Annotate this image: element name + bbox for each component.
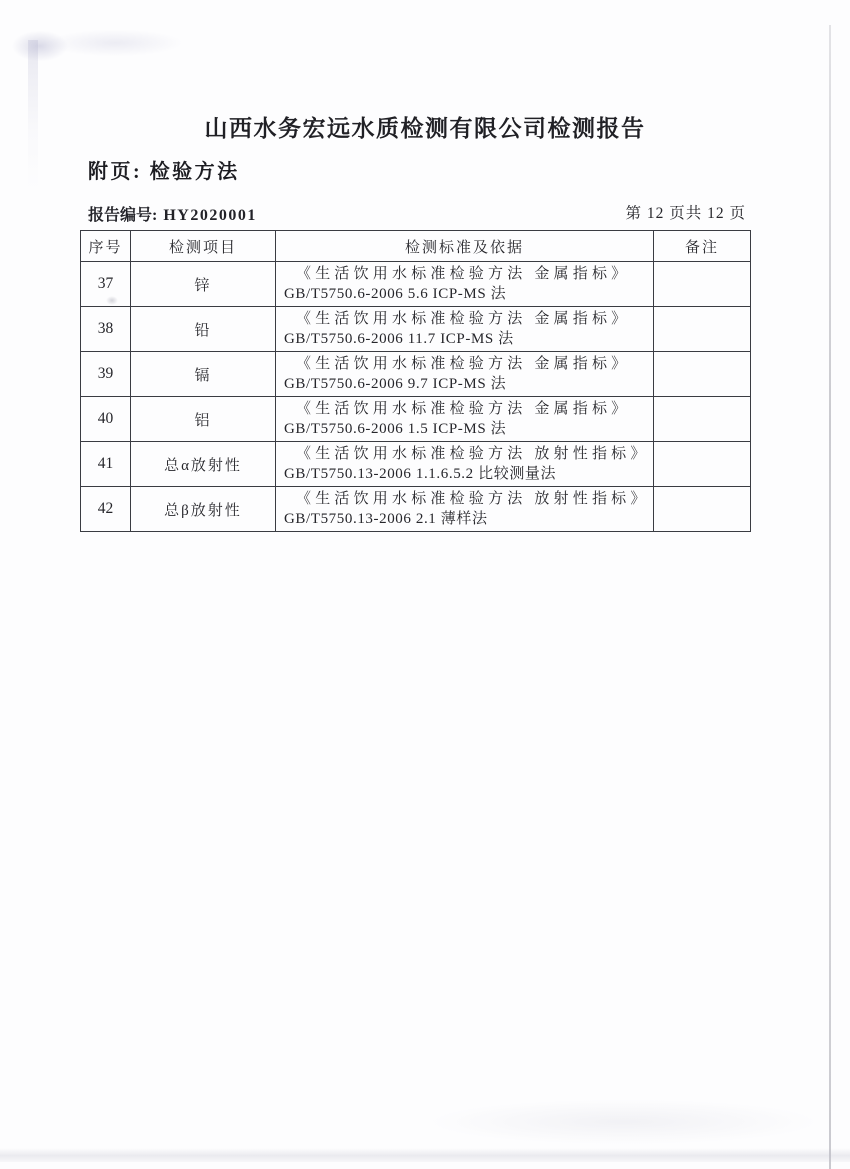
table-row: [81, 397, 751, 442]
cell-test-item: 总β放射性: [131, 487, 276, 532]
cell-test-item: 锌: [131, 262, 276, 307]
cell-seq-no: 41: [81, 442, 131, 487]
cell-test-item: 总α放射性: [131, 442, 276, 487]
standard-title-line: 《生活饮用水标准检验方法 放射性指标》: [296, 491, 650, 507]
header-standard-basis: 检测标准及依据: [276, 231, 654, 262]
standard-method-line: GB/T5750.13-2006 2.1 薄样法: [284, 511, 488, 527]
table-row: [81, 262, 751, 307]
cell-standard-basis: [276, 397, 654, 442]
cell-standard-basis: [276, 487, 654, 532]
standard-title-line: 《生活饮用水标准检验方法 金属指标》: [296, 266, 631, 282]
standard-method-line: GB/T5750.6-2006 9.7 ICP-MS 法: [284, 376, 507, 392]
header-remark: 备注: [654, 231, 751, 262]
header-seq-no: 序号: [81, 231, 131, 262]
standard-title-line: 《生活饮用水标准检验方法 放射性指标》: [296, 446, 650, 462]
table-row: [81, 352, 751, 397]
cell-test-item: 铅: [131, 307, 276, 352]
cell-seq-no: 38: [81, 307, 131, 352]
cell-seq-no: 39: [81, 352, 131, 397]
cell-remark: [654, 442, 751, 487]
cell-seq-no: 42: [81, 487, 131, 532]
report-title: 山西水务宏远水质检测有限公司检测报告: [204, 115, 646, 141]
standard-method-line: GB/T5750.6-2006 11.7 ICP-MS 法: [284, 331, 514, 347]
table-row: [81, 307, 751, 352]
page-edge-right: [829, 25, 831, 1169]
cell-standard-basis: [276, 352, 654, 397]
table-row: [81, 487, 751, 532]
table-row: [81, 442, 751, 487]
report-number-label: 报告编号:: [88, 207, 158, 224]
scan-haze-bottom: [300, 1080, 840, 1150]
cell-remark: [654, 487, 751, 532]
standard-title-line: 《生活饮用水标准检验方法 金属指标》: [296, 311, 631, 327]
methods-table: [80, 230, 751, 532]
cell-standard-basis: [276, 262, 654, 307]
report-number-line: [88, 202, 257, 225]
table-body: [81, 262, 751, 532]
cell-seq-no: 37: [81, 262, 131, 307]
cell-remark: [654, 262, 751, 307]
page-indicator: 第 12 页共 12 页: [625, 205, 746, 222]
cell-remark: [654, 397, 751, 442]
report-number-value: HY2020001: [163, 207, 257, 224]
standard-title-line: 《生活饮用水标准检验方法 金属指标》: [296, 401, 631, 417]
appendix-subtitle: 附页: 检验方法: [88, 161, 240, 183]
table-header-row: [81, 231, 751, 262]
header-test-item: 检测项目: [131, 231, 276, 262]
standard-title-line: 《生活饮用水标准检验方法 金属指标》: [296, 356, 631, 372]
scan-smudge-top-left: [5, 18, 190, 73]
page-edge-bottom: [0, 1148, 850, 1162]
cell-test-item: 镉: [131, 352, 276, 397]
standard-method-line: GB/T5750.6-2006 1.5 ICP-MS 法: [284, 421, 507, 437]
standard-method-line: GB/T5750.6-2006 5.6 ICP-MS 法: [284, 286, 507, 302]
standard-method-line: GB/T5750.13-2006 1.1.6.5.2 比较测量法: [284, 466, 557, 482]
cell-seq-no: 40: [81, 397, 131, 442]
cell-standard-basis: [276, 442, 654, 487]
cell-remark: [654, 307, 751, 352]
cell-standard-basis: [276, 307, 654, 352]
cell-test-item: 铝: [131, 397, 276, 442]
cell-remark: [654, 352, 751, 397]
